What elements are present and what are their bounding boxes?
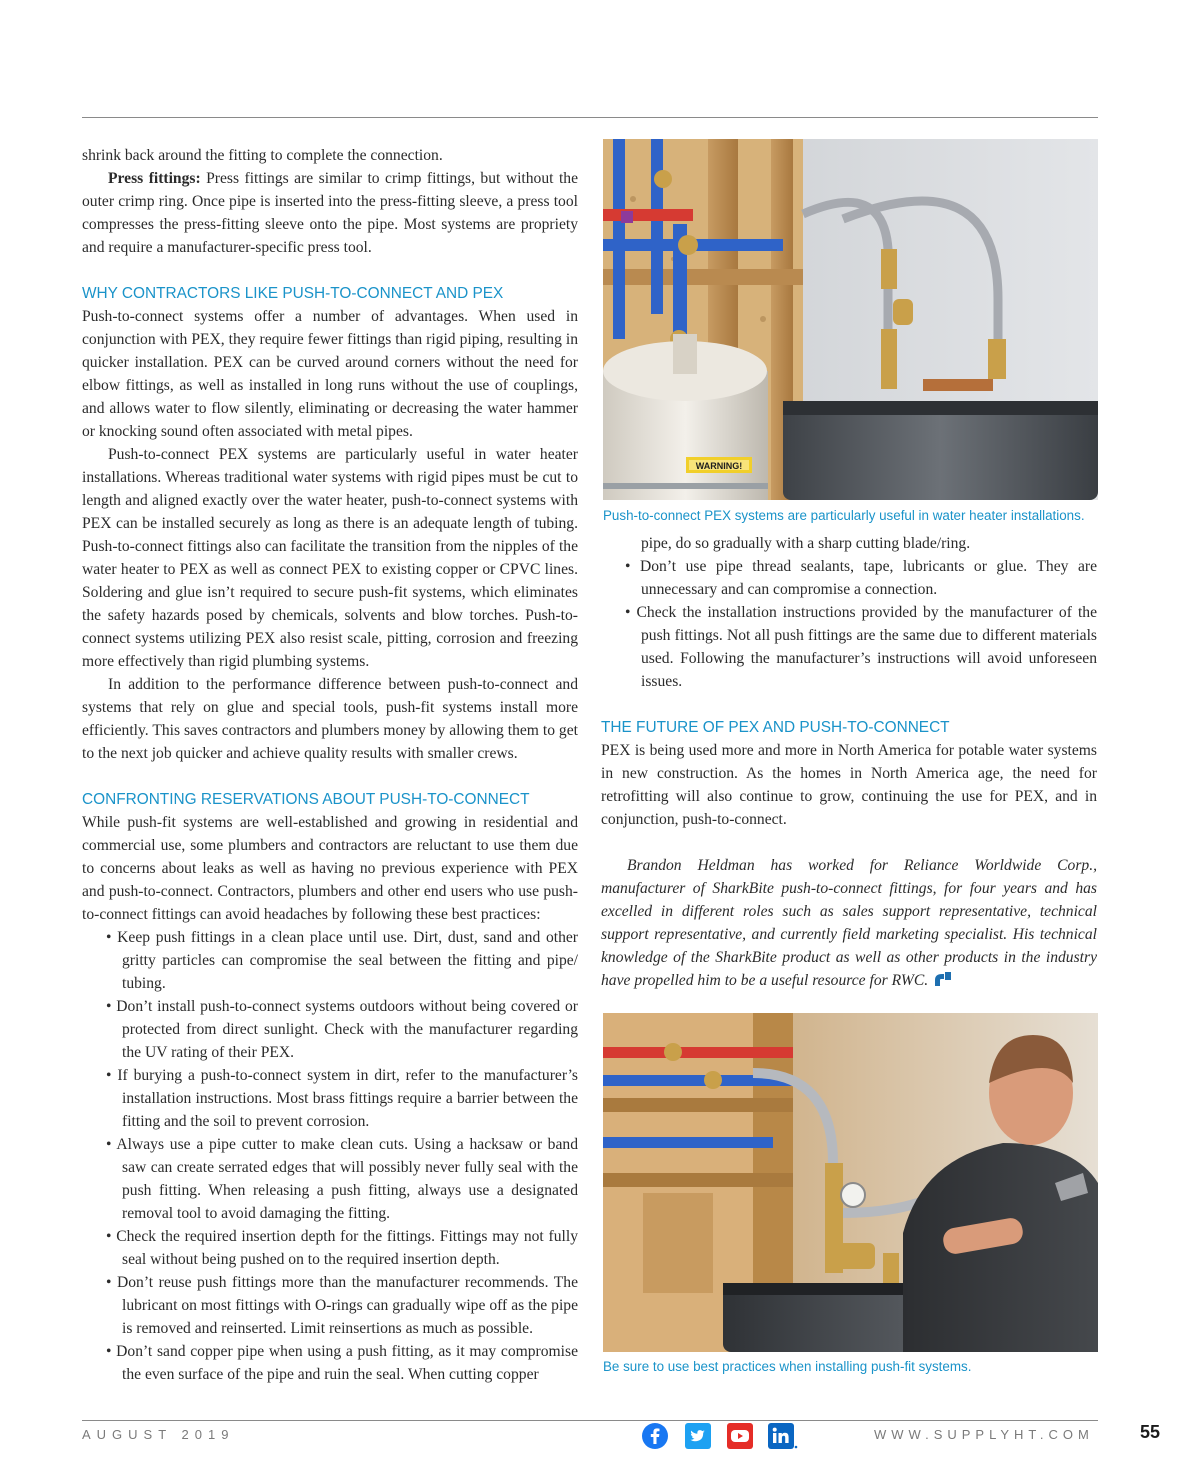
photo-water-heater (603, 139, 1098, 500)
paragraph-press-fittings (82, 167, 578, 259)
best-practices-list-continued (601, 555, 1097, 693)
list-item: • Don’t reuse push fittings more than the manufacturer recommends. The lubricant on most fittings with O-rings can gradually wipe off as the pipe is removed and reinserted. Limit reinsertions as much as possible. (82, 1271, 578, 1340)
paragraph-intro: shrink back around the fitting to complete the connection. (82, 147, 443, 164)
best-practices-list (82, 926, 578, 1386)
press-fittings-body: Press fittings are similar to crimp fittings, but without the outer crimp ring. Once pipe is inserted into the press-fitting sleeve, a press tool compresses the press-fitting sleeve onto the pipe. Most systems are propriety and require a manufacturer-specific press tool. (82, 170, 578, 256)
list-item: • If burying a push-to-connect system in dirt, refer to the manufacturer’s installation instructions. Most brass fittings require a barrier between the fitting and the soil to prevent corrosion. (82, 1064, 578, 1133)
twitter-icon[interactable] (685, 1423, 711, 1449)
heading-future: THE FUTURE OF PEX AND PUSH-TO-CONNECT (601, 719, 950, 736)
author-bio (601, 854, 1097, 992)
water-heater-illustration (603, 139, 1098, 500)
linkedin-icon[interactable] (768, 1423, 798, 1449)
caption-water-heater: Push-to-connect PEX systems are particularly useful in water heater installations. (603, 508, 1085, 523)
list-item: • Check the installation instructions provided by the manufacturer of the push fittings. Not all push fittings are the same due to different materials used. Following the manufacturer’s instructions will avoid unforeseen issues. (601, 601, 1097, 693)
press-fittings-lead: Press fittings: (108, 170, 201, 187)
warning-label: WARNING! (695, 461, 743, 471)
list-item: • Don’t install push-to-connect systems outdoors without being covered or protected from direct sunlight. Check with the manufacturer regarding the UV rating of their PEX. (82, 995, 578, 1064)
paragraph-future: PEX is being used more and more in North America for potable water systems in new construction. As the homes in North America age, the need for retrofitting will also continue to grow, continuing the use for PEX, and in conjunction, push-to-connect. (601, 742, 1097, 828)
photo-installer (603, 1013, 1098, 1352)
caption-installer: Be sure to use best practices when installing push-fit systems. (603, 1359, 972, 1374)
youtube-icon[interactable] (727, 1423, 753, 1449)
left-column (82, 144, 578, 1386)
paragraph-why-3: In addition to the performance difference between push-to-connect and systems that rely on glue and special tools, push-fit systems install more efficiently. This saves contractors and plumbers money by allowing them to get to the next job quicker and achieve quality results with smaller crews. (82, 676, 578, 762)
footer-website: WWW.SUPPLYHT.COM (874, 1427, 1094, 1442)
list-item: • Don’t use pipe thread sealants, tape, lubricants or glue. They are unnecessary and can compromise a connection. (601, 555, 1097, 601)
installer-illustration (603, 1013, 1098, 1352)
paragraph-why-1: Push-to-connect systems offer a number of advantages. When used in conjunction with PEX, they require fewer fittings than rigid piping, resulting in quicker installation. PEX can be curved around corners without the need for elbow fittings, as well as installed in long runs without the use of couplings, and allows water to flow silently, eliminating or decreasing the water hammer or knocking sound often associated with metal pipes. (82, 308, 578, 440)
footer-rule (82, 1420, 1098, 1421)
list-item: • Check the required insertion depth for the fittings. Fittings may not fully seal without being pushed on to the required insertion depth. (82, 1225, 578, 1271)
facebook-icon[interactable] (642, 1423, 668, 1449)
header-rule (82, 117, 1098, 118)
heading-confronting: CONFRONTING RESERVATIONS ABOUT PUSH-TO-CONNECT (82, 791, 530, 808)
paragraph-why-2: Push-to-connect PEX systems are particularly useful in water heater installations. Whereas traditional water systems with rigid pipes must be cut to length and aligned exactly over the water heater, push-to-connect systems with PEX can be installed securely as long as there is an adequate length of tubing. Push-to-connect fittings also can facilitate the transition from the nipples of the water heater to PEX as well as connect PEX to existing copper or CPVC lines. Soldering and glue isn’t required to secure push-fit systems, which eliminates the safety hazards posed by chemicals, solvents and blow torches. Push-to-connect systems utilizing PEX also resist scale, pitting, corrosion and freezing more effectively than rigid plumbing systems. (82, 446, 578, 670)
page-number: 55 (1140, 1422, 1161, 1442)
list-item: • Keep push fittings in a clean place until use. Dirt, dust, sand and other gritty particles can compromise the seal between the fitting and pipe/ tubing. (82, 926, 578, 995)
footer-issue-date: AUGUST 2019 (82, 1427, 235, 1442)
list-item: • Always use a pipe cutter to make clean cuts. Using a hacksaw or band saw can create serrated edges that will possibly never fully seal with the push fitting. When releasing a push fitting, always use a designated removal tool to avoid damaging the fitting. (82, 1133, 578, 1225)
end-mark-icon (934, 971, 952, 987)
heading-why-contractors: WHY CONTRACTORS LIKE PUSH-TO-CONNECT AND PEX (82, 285, 504, 302)
right-column (601, 532, 1097, 992)
bullet-continuation: pipe, do so gradually with a sharp cutting blade/ring. (641, 535, 971, 552)
author-bio-text: Brandon Heldman has worked for Reliance Worldwide Corp., manufacturer of SharkBite push-to-connect fittings, for four years and has excelled in different roles such as sales support representative, technical support representative, and currently field marketing specialist. His technical knowledge of the SharkBite product as well as other products in the industry have propelled him to be a useful resource for RWC. (601, 857, 1097, 989)
list-item: • Don’t sand copper pipe when using a push fitting, as it may compromise the even surface of the pipe and ruin the seal. When cutting copper (82, 1340, 578, 1386)
paragraph-confronting: While push-fit systems are well-established and growing in residential and commercial use, some plumbers and contractors are reluctant to use them due to concerns about leaks as well as having no previous experience with PEX and push-to-connect. Contractors, plumbers and other end users who use push-to-connect fittings can avoid headaches by following these best practices: (82, 814, 578, 923)
